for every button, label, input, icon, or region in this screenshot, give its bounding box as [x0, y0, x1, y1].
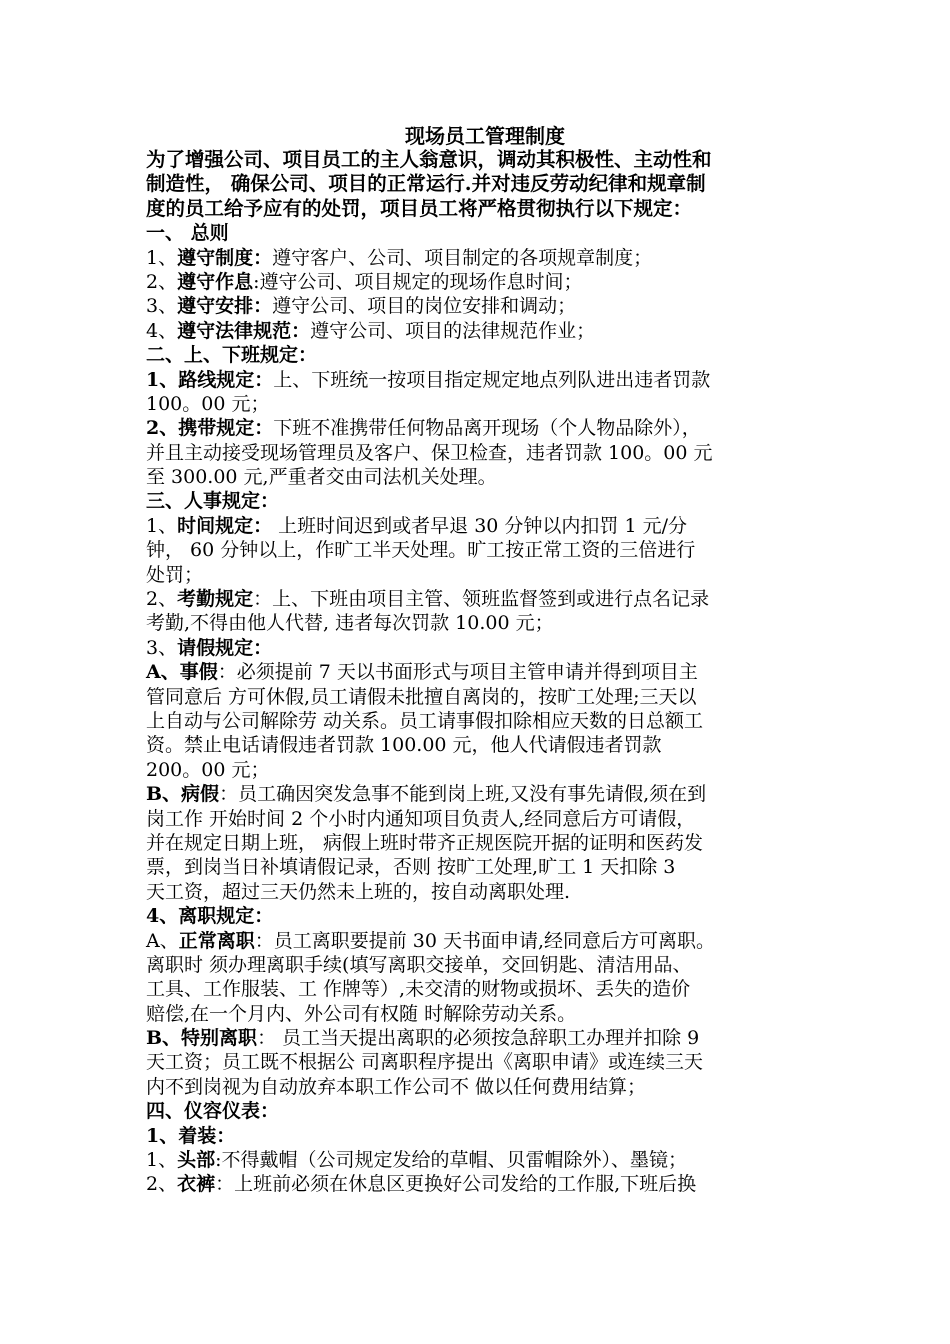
text-line	[146, 1124, 806, 1148]
text-line	[146, 1026, 806, 1050]
line-bold-label: B、特别离职	[146, 1027, 258, 1050]
line-text: ：上班前必须在休息区更换好公司发给的工作服,下班后换	[215, 1173, 697, 1196]
line-prefix: 1、	[146, 1149, 178, 1172]
line-text: 票，到岗当日补填请假记录，否则 按旷工处理,旷工 1 天扣除 3	[146, 856, 676, 879]
text-line	[146, 709, 806, 733]
line-text: 上、下班统一按项目指定规定地点列队进出违者罚款	[273, 368, 711, 391]
line-text: 至 300.00 元,严重者交由司法机关处理。	[146, 466, 497, 489]
text-line	[146, 294, 806, 318]
text-line	[146, 270, 806, 294]
text-line	[146, 1075, 806, 1099]
text-line	[146, 1099, 806, 1123]
line-bold-label: 请假规定：	[177, 636, 273, 659]
text-line	[146, 685, 806, 709]
text-line	[146, 197, 806, 221]
line-bold-label: 1、着装：	[146, 1124, 236, 1147]
line-text: 并在规定日期上班， 病假上班时带齐正规医院开据的证明和医药发	[146, 831, 704, 854]
line-prefix: 3、	[146, 295, 178, 318]
line-text: 处罚；	[146, 563, 204, 586]
text-line	[146, 319, 806, 343]
line-bold-label: 遵守安排：	[177, 295, 273, 318]
text-line	[146, 758, 806, 782]
line-text: 200。00 元；	[146, 758, 270, 781]
line-bold-label: 三、人事规定：	[146, 490, 280, 513]
text-line	[146, 392, 806, 416]
text-line	[146, 1148, 806, 1172]
line-text: 资。禁止电话请假违者罚款 100.00 元，他人代请假违者罚款	[146, 734, 662, 757]
line-bold-label: 时间规定：	[177, 514, 273, 537]
line-bold-label: 遵守作息	[177, 270, 254, 293]
text-line	[146, 611, 806, 635]
line-text: 遵守公司、项目的岗位安排和调动；	[272, 295, 577, 318]
line-prefix: 1、	[146, 246, 178, 269]
line-text: ：上、下班由项目主管、领班监督签到或进行点名记录	[253, 588, 710, 611]
line-bold-label: 2、携带规定：	[146, 417, 274, 440]
line-bold-label: 4、离职规定：	[146, 905, 274, 928]
text-line	[146, 636, 806, 660]
text-line	[146, 221, 806, 245]
line-bold-label: 度的员工给予应有的处罚，项目员工将严格贯彻执行以下规定：	[146, 196, 693, 220]
text-line	[146, 172, 806, 196]
line-text: 钟， 60 分钟以上，作旷工半天处理。旷工按正常工资的三倍进行	[146, 539, 696, 562]
text-line	[146, 465, 806, 489]
line-text: ：必须提前 7 天以书面形式与项目主管申请并得到项目主	[217, 661, 698, 684]
line-text: 下班不准携带任何物品离开现场（个人物品除外），	[273, 417, 701, 440]
text-line	[146, 929, 806, 953]
line-text: 岗工作 开始时间 2 个小时内通知项目负责人,经同意后方可请假，	[146, 807, 696, 830]
text-line	[146, 1050, 806, 1074]
line-text: 100。00 元；	[146, 392, 270, 415]
document-lines	[146, 148, 806, 1197]
line-bold-label: A、事假	[146, 661, 218, 684]
text-line	[146, 953, 806, 977]
line-text: 离职时 须办理离职手续(填写离职交接单，交回钥匙、清洁用品、	[146, 953, 692, 976]
text-line	[146, 587, 806, 611]
line-text: :遵守公司、项目规定的现场作息时间；	[253, 270, 583, 293]
text-line	[146, 368, 806, 392]
line-bold-label: B、病假	[146, 783, 220, 806]
text-line	[146, 563, 806, 587]
text-line	[146, 782, 806, 806]
line-text: 并且主动接受现场管理员及客户、保卫检查，违者罚款 100。00 元	[146, 441, 713, 464]
line-bold-label: 制造性， 确保公司、项目的正常运行.并对违反劳动纪律和规章制	[146, 172, 706, 196]
text-line	[146, 246, 806, 270]
text-line	[146, 514, 806, 538]
text-line	[146, 148, 806, 172]
text-line	[146, 855, 806, 879]
line-prefix: 2、	[146, 1173, 178, 1196]
line-bold-label: 头部	[177, 1149, 216, 1172]
text-line	[146, 880, 806, 904]
line-text: 遵守公司、项目的法律规范作业；	[310, 319, 596, 342]
line-bold-label: 为了增强公司、项目员工的主人翁意识，调动其积极性、主动性和	[146, 148, 712, 171]
line-bold-label: 二、上、下班规定：	[146, 344, 318, 367]
line-text: ：员工确因突发急事不能到岗上班,又没有事先请假,须在到	[219, 783, 707, 806]
text-line	[146, 831, 806, 855]
line-bold-label: 1、路线规定：	[146, 368, 274, 391]
line-text: ：员工离职要提前 30 天书面申请,经同意后方可离职。	[254, 929, 716, 952]
text-line	[146, 489, 806, 513]
text-line	[146, 441, 806, 465]
text-line	[146, 343, 806, 367]
line-prefix: 1、	[146, 514, 178, 537]
text-line	[146, 807, 806, 831]
document-title: 现场员工管理制度	[405, 124, 565, 148]
line-text: 天工资，超过三天仍然未上班的，按自动离职处理.	[146, 880, 571, 903]
text-line	[146, 1172, 806, 1196]
text-line	[146, 538, 806, 562]
line-text: 工具、工作服装、工 作牌等）,未交清的财物或损坏、丢失的造价	[146, 978, 691, 1001]
line-prefix: 2、	[146, 588, 178, 611]
document-body	[146, 124, 806, 1197]
line-bold-label: 四、仪容仪表：	[146, 1100, 280, 1123]
line-text: 赔偿,在一个月内、外公司有权随 时解除劳动关系。	[146, 1002, 577, 1025]
text-line	[146, 977, 806, 1001]
line-text: 考勤,不得由他人代替, 违者每次罚款 10.00 元；	[146, 612, 554, 635]
line-text: 天工资；员工既不根据公 司离职程序提出《离职申请》或连续三天	[146, 1051, 704, 1074]
line-prefix: 2、	[146, 270, 178, 293]
line-text: 上班时间迟到或者早退 30 分钟以内扣罚 1 元/分	[272, 514, 687, 537]
line-text: :不得戴帽（公司规定发给的草帽、贝雷帽除外）、墨镜；	[215, 1149, 688, 1172]
line-bold-label: 遵守法律规范：	[177, 319, 311, 342]
line-text: 上自动与公司解除劳 动关系。员工请事假扣除相应天数的日总额工	[146, 709, 704, 732]
text-line	[146, 733, 806, 757]
line-text: ： 员工当天提出离职的必须按急辞职工办理并扣除 9	[257, 1027, 700, 1050]
line-bold-label: 正常离职	[178, 929, 255, 952]
line-text: 内不到岗视为自动放弃本职工作公司不 做以任何费用结算；	[146, 1075, 647, 1098]
line-prefix: A、	[146, 929, 179, 952]
text-line	[146, 904, 806, 928]
line-prefix: 3、	[146, 636, 178, 659]
line-text: 遵守客户、公司、项目制定的各项规章制度；	[272, 246, 653, 269]
line-bold-label: 考勤规定	[177, 588, 254, 611]
text-line	[146, 1002, 806, 1026]
line-bold-label: 衣裤	[177, 1173, 216, 1196]
line-bold-label: 一、 总则	[146, 222, 229, 245]
text-line	[146, 660, 806, 684]
line-text: 管同意后 方可休假,员工请假未批擅自离岗的，按旷工处理;三天以	[146, 685, 697, 708]
text-line	[146, 416, 806, 440]
line-prefix: 4、	[146, 319, 178, 342]
line-bold-label: 遵守制度：	[177, 246, 273, 269]
